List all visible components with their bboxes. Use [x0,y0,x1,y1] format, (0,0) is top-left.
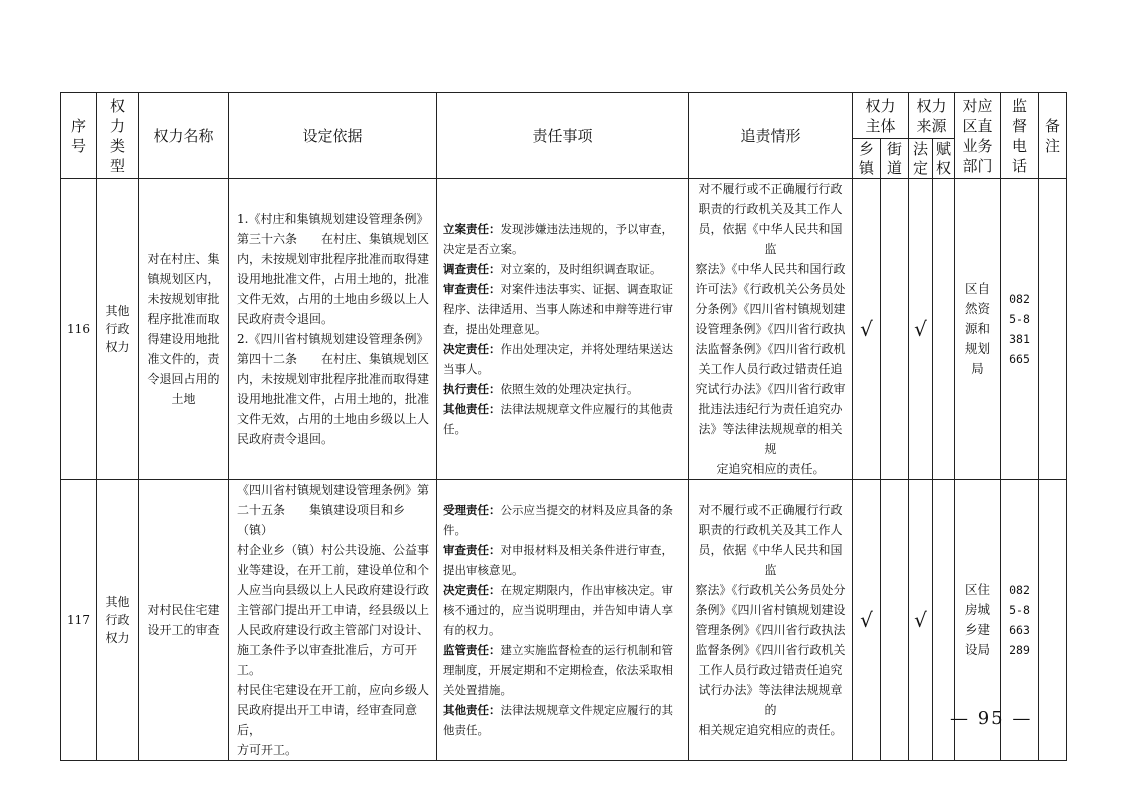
header-phone: 监 督 电 话 [1001,93,1039,179]
row-basis: 《四川省村镇规划建设管理条例》第 二十五条 集镇建设项目和乡（镇） 村企业乡（镇）村公共设施、公益事 业等建设，在开工前，建设单位和个 人应当向县级以上人民政府建设行政 主管部门提出开工申请，经县级以上 人民政府建设行政主管部门对设计、 施工条件予以审查批准后，方可开工。 村民住宅建设在开工前，应向乡级人 民政府提出开工申请，经审查同意后， 方可开工。 [229,480,437,761]
responsibility-item: 决定责任：作出处理决定，并将处理结果送达当事人。 [443,342,673,376]
header-accountability: 追责情形 [689,93,853,179]
header-department: 对应 区直 业务 部门 [955,93,1001,179]
header-seq: 序 号 [61,93,97,179]
responsibility-item: 决定责任：在规定期限内，作出审核决定。审核不通过的，应当说明理由，并告知申请人享有的权力。 [443,583,673,637]
header-responsibility: 责任事项 [437,93,689,179]
row-phone: 082 5-8 663 289 [1001,480,1039,761]
table-row [61,179,1067,480]
responsibility-item: 监管责任：建立实施监督检查的运行机制和管理制度，开展定期和不定期检查，依法采取相关处置措施。 [443,643,673,697]
header-power-source: 权力 来源 [909,93,955,139]
table-row [61,480,1067,761]
header-power-type: 权 力 类 型 [97,93,139,179]
row-accountability: 对不履行或不正确履行行政 职责的行政机关及其工作人 员，依据《中华人民共和国监 察法》《行政机关公务员处分 条例》《四川省村镇规划建设 管理条例》《四川省行政执法 监督条例》《四川省行政机关 工作人员行政过错责任追究 试行办法》等法律法规规章的 相关规定追究相应的责任。 [689,480,853,761]
header-subject-street: 街 道 [881,139,909,179]
header-remark: 备 注 [1039,93,1067,179]
row-source-legal-check: √ [909,480,933,761]
page-number: — 95 — [950,708,1033,729]
row-power-type: 其他 行政 权力 [97,179,139,480]
row-department: 区住 房城 乡建 设局 [955,480,1001,761]
row-power-name: 对村民住宅建 设开工的审查 [139,480,229,761]
row-phone: 082 5-8 381 665 [1001,179,1039,480]
row-seq: 116 [61,179,97,480]
header-source-legal: 法 定 [909,139,933,179]
row-power-type: 其他 行政 权力 [97,480,139,761]
responsibility-item: 其他责任：法律法规规章文件应履行的其他责任。 [443,402,673,436]
responsibility-item: 立案责任：发现涉嫌违法违规的，予以审查，决定是否立案。 [443,222,673,256]
row-subject-street-check [881,480,909,761]
header-source-granted: 赋 权 [933,139,955,179]
responsibility-item: 审查责任：对案件违法事实、证据、调查取证程序、法律适用、当事人陈述和申辩等进行审查，提出处理意见。 [443,282,673,336]
row-basis: 1.《村庄和集镇规划建设管理条例》 第三十六条 在村庄、集镇规划区 内，未按规划审批程序批准而取得建 设用地批准文件，占用土地的，批准 文件无效，占用的土地由乡级以上人 民政府责令退回。 2.《四川省村镇规划建设管理条例》 第四十二条 在村庄、集镇规划区 内，未按规划审批程序批准而取得建 设用地批准文件，占用土地的，批准 文件无效，占用的土地由乡级以上人 民政府责令退回。 [229,179,437,480]
responsibility-item: 其他责任：法律法规规章文件规定应履行的其他责任。 [443,703,673,737]
row-responsibility [437,179,689,480]
row-accountability: 对不履行或不正确履行行政 职责的行政机关及其工作人 员，依据《中华人民共和国监 察法》《中华人民共和国行政 许可法》《行政机关公务员处 分条例》《四川省村镇规划建 设管理条例》《四川省行政执 法监督条例》《四川省行政机 关工作人员行政过错责任追 究试行办法》《四川省行政审 批违法违纪行为责任追究办 法》等法律法规规章的相关规 定追究相应的责任。 [689,179,853,480]
header-row-top [61,93,1067,139]
header-subject-town: 乡 镇 [853,139,881,179]
row-seq: 117 [61,480,97,761]
responsibility-item: 执行责任：依照生效的处理决定执行。 [443,382,639,396]
row-remark [1039,480,1067,761]
responsibility-item: 调查责任：对立案的，及时组织调查取证。 [443,262,662,276]
row-subject-street-check [881,179,909,480]
responsibility-item: 受理责任：公示应当提交的材料及应具备的条件。 [443,503,673,537]
row-power-name: 对在村庄、集 镇规划区内， 未按规划审批 程序批准而取 得建设用地批 准文件的，责 令退回占用的 土地 [139,179,229,480]
row-subject-town-check: √ [853,480,881,761]
responsibility-item: 审查责任：对申报材料及相关条件进行审查，提出审核意见。 [443,543,673,577]
header-power-subject: 权力 主体 [853,93,909,139]
power-list-table [60,92,1067,761]
row-source-legal-check: √ [909,179,933,480]
header-basis: 设定依据 [229,93,437,179]
row-responsibility [437,480,689,761]
header-power-name: 权力名称 [139,93,229,179]
row-remark [1039,179,1067,480]
row-subject-town-check: √ [853,179,881,480]
row-department: 区自 然资 源和 规划 局 [955,179,1001,480]
row-source-granted-check [933,179,955,480]
